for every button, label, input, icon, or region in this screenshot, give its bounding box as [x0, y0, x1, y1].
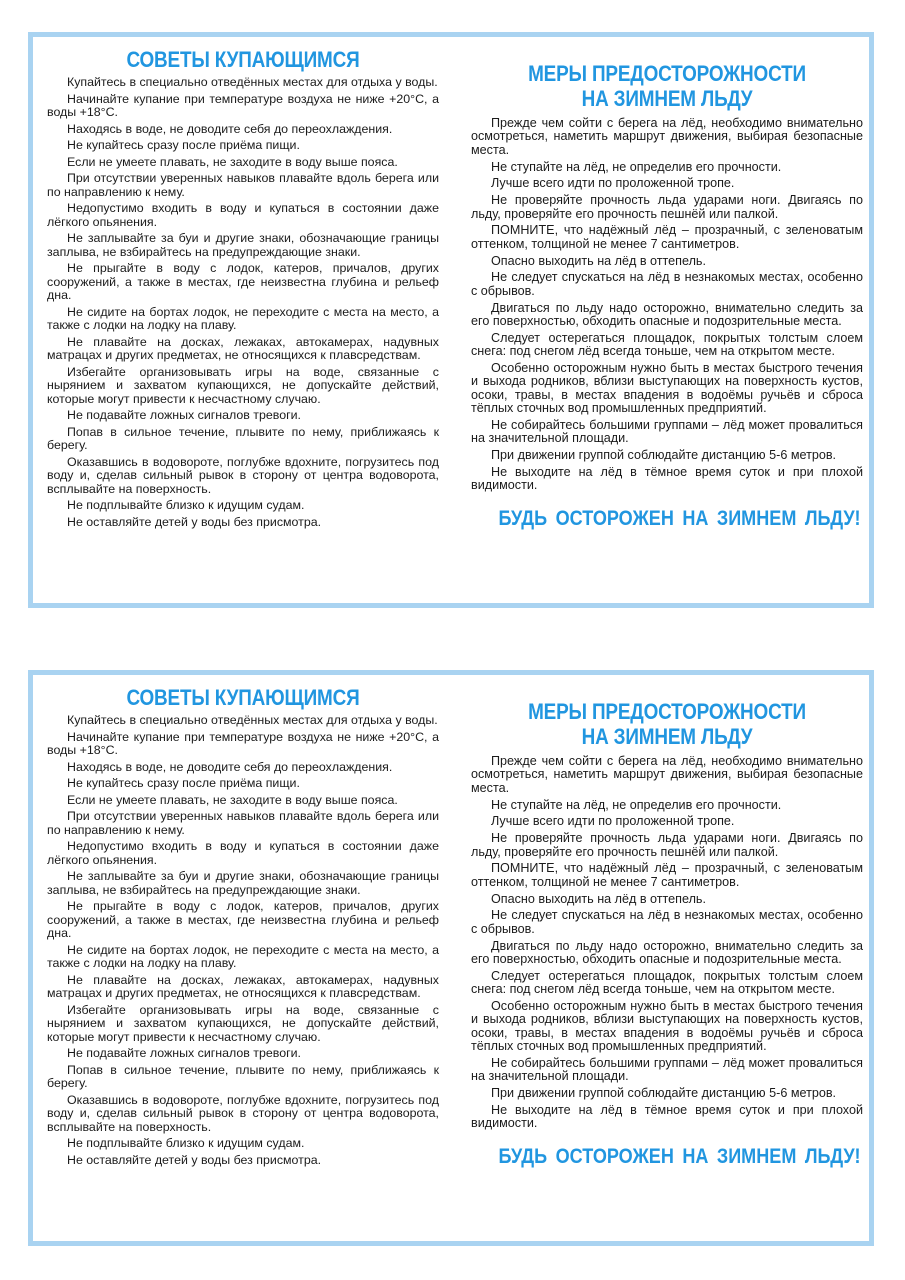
- ice-slogan: БУДЬ ОСТОРОЖЕН НА ЗИМНЕМ ЛЬДУ!: [498, 506, 861, 530]
- ice-section: [471, 699, 863, 1169]
- ice-slogan: БУДЬ ОСТОРОЖЕН НА ЗИМНЕМ ЛЬДУ!: [498, 1144, 861, 1168]
- list-item: Не ступайте на лёд, не определив его прочности.: [491, 159, 782, 174]
- list-item: Недопустимо входить в воду и купаться в состоянии даже лёгкого опьянения.: [47, 839, 439, 867]
- ice-list: [471, 755, 863, 1131]
- swimmers-title: СОВЕТЫ КУПАЮЩИМСЯ: [126, 685, 360, 710]
- ice-title: [498, 699, 835, 749]
- list-item: ПОМНИТЕ, что надёжный лёд – прозрачный, с зеленоватым оттенком, толщиной не менее 7 сантиметров.: [471, 861, 863, 889]
- swimmers-section: [47, 685, 439, 1170]
- ice-list: [471, 117, 863, 493]
- list-item: Если не умеете плавать, не заходите в воду выше пояса.: [67, 154, 398, 169]
- list-item: Не плавайте на досках, лежаках, автокамерах, надувных матрацах и других предметах, не относящихся к плавсредствам.: [47, 334, 439, 363]
- list-item: Не купайтесь сразу после приёма пищи.: [67, 138, 300, 153]
- ice-section: [471, 61, 863, 531]
- list-item: Оказавшись в водовороте, поглубже вдохните, погрузитесь под воду и, сделав сильный рывок в сторону от центра водоворота, всплывайте на поверхность.: [47, 454, 439, 496]
- list-item: Лучше всего идти по проложенной тропе.: [491, 814, 735, 829]
- list-item: Не следует спускаться на лёд в незнакомых местах, особенно с обрывов.: [471, 908, 863, 936]
- list-item: Не подавайте ложных сигналов тревоги.: [67, 408, 301, 423]
- list-item: Не прыгайте в воду с лодок, катеров, причалов, других сооружений, а также в местах, где неизвестна глубина и рельеф дна.: [47, 899, 439, 941]
- list-item: Попав в сильное течение, плывите по нему, приближаясь к берегу.: [47, 424, 439, 453]
- list-item: ПОМНИТЕ, что надёжный лёд – прозрачный, с зеленоватым оттенком, толщиной не менее 7 сантиметров.: [471, 223, 863, 251]
- list-item: Не сидите на бортах лодок, не переходите с места на место, а также с лодки на лодку на плаву.: [47, 304, 439, 333]
- list-item: Не собирайтесь большими группами – лёд может провалиться на значительной площади.: [471, 1056, 863, 1084]
- list-item: Двигаться по льду надо осторожно, внимательно следить за его поверхностью, обходить опасные и подозрительные места.: [471, 300, 863, 329]
- list-item: Не оставляйте детей у воды без присмотра.: [67, 1152, 322, 1167]
- list-item: Особенно осторожным нужно быть в местах быстрого течения и выхода родников, вблизи выступающих на поверхность кустов, осоки, травы, в местах впадения в водоёмы ручьёв и сброса тёплых сточных вод промышленных предприятий.: [471, 999, 863, 1054]
- ice-title: [498, 61, 835, 111]
- list-item: Опасно выходить на лёд в оттепель.: [491, 891, 706, 906]
- list-item: При отсутствии уверенных навыков плавайте вдоль берега или по направлению к нему.: [47, 809, 439, 837]
- list-item: Находясь в воде, не доводите себя до переохлаждения.: [67, 121, 393, 136]
- list-item: Не заплывайте за буи и другие знаки, обозначающие границы заплыва, не взбирайтесь на предупреждающие знаки.: [47, 869, 439, 897]
- swimmers-title: СОВЕТЫ КУПАЮЩИМСЯ: [126, 47, 360, 72]
- list-item: Не собирайтесь большими группами – лёд может провалиться на значительной площади.: [471, 418, 863, 446]
- ice-title-line1: МЕРЫ ПРЕДОСТОРОЖНОСТИ: [528, 699, 806, 724]
- list-item: Не прыгайте в воду с лодок, катеров, причалов, других сооружений, а также в местах, где неизвестна глубина и рельеф дна.: [47, 261, 439, 303]
- list-item: Не проверяйте прочность льда ударами ноги. Двигаясь по льду, проверяйте его прочность пешнёй или палкой.: [471, 193, 863, 221]
- list-item: Не выходите на лёд в тёмное время суток и при плохой видимости.: [471, 1103, 863, 1131]
- list-item: Двигаться по льду надо осторожно, внимательно следить за его поверхностью, обходить опасные и подозрительные места.: [471, 938, 863, 967]
- list-item: Купайтесь в специально отведённых местах для отдыха у воды.: [67, 713, 438, 727]
- list-item: Избегайте организовывать игры на воде, связанные с нырянием и захватом купающихся, не допускайте действий, которые могут привести к несчастному случаю.: [47, 364, 439, 406]
- list-item: Не подплывайте близко к идущим судам.: [67, 498, 305, 513]
- list-item: Купайтесь в специально отведённых местах для отдыха у воды.: [67, 75, 438, 89]
- list-item: Избегайте организовывать игры на воде, связанные с нырянием и захватом купающихся, не допускайте действий, которые могут привести к несчастному случаю.: [47, 1002, 439, 1044]
- list-item: Лучше всего идти по проложенной тропе.: [491, 176, 735, 191]
- list-item: Особенно осторожным нужно быть в местах быстрого течения и выхода родников, вблизи выступающих на поверхность кустов, осоки, травы, в местах впадения в водоёмы ручьёв и сброса тёплых сточных вод промышленных предприятий.: [471, 361, 863, 416]
- swimmers-list: [47, 714, 439, 1167]
- leaflet-bottom: [28, 670, 874, 1246]
- list-item: Находясь в воде, не доводите себя до переохлаждения.: [67, 759, 393, 774]
- ice-title-line2: НА ЗИМНЕМ ЛЬДУ: [581, 86, 753, 111]
- list-item: Недопустимо входить в воду и купаться в состоянии даже лёгкого опьянения.: [47, 201, 439, 229]
- list-item: Не заплывайте за буи и другие знаки, обозначающие границы заплыва, не взбирайтесь на предупреждающие знаки.: [47, 231, 439, 259]
- list-item: Следует остерегаться площадок, покрытых толстым слоем снега: под снегом лёд всегда тоньше, чем на открытом месте.: [471, 330, 863, 359]
- list-item: Не проверяйте прочность льда ударами ноги. Двигаясь по льду, проверяйте его прочность пешнёй или палкой.: [471, 831, 863, 859]
- list-item: Не оставляйте детей у воды без присмотра.: [67, 514, 322, 529]
- list-item: При отсутствии уверенных навыков плавайте вдоль берега или по направлению к нему.: [47, 171, 439, 199]
- list-item: Не сидите на бортах лодок, не переходите с места на место, а также с лодки на лодку на плаву.: [47, 942, 439, 971]
- list-item: Следует остерегаться площадок, покрытых толстым слоем снега: под снегом лёд всегда тоньше, чем на открытом месте.: [471, 968, 863, 997]
- list-item: Не выходите на лёд в тёмное время суток и при плохой видимости.: [471, 465, 863, 493]
- list-item: Попав в сильное течение, плывите по нему, приближаясь к берегу.: [47, 1062, 439, 1091]
- list-item: Не ступайте на лёд, не определив его прочности.: [491, 797, 782, 812]
- swimmers-list: [47, 76, 439, 529]
- ice-title-line2: НА ЗИМНЕМ ЛЬДУ: [581, 724, 753, 749]
- list-item: Не подавайте ложных сигналов тревоги.: [67, 1046, 301, 1061]
- list-item: Начинайте купание при температуре воздуха не ниже +20°С, а воды +18°С.: [47, 91, 439, 119]
- list-item: Если не умеете плавать, не заходите в воду выше пояса.: [67, 792, 398, 807]
- list-item: Начинайте купание при температуре воздуха не ниже +20°С, а воды +18°С.: [47, 729, 439, 757]
- swimmers-section: [47, 47, 439, 532]
- list-item: Прежде чем сойти с берега на лёд, необходимо внимательно осмотреться, наметить маршрут движения, выбирая безопасные места.: [471, 116, 863, 157]
- list-item: При движении группой соблюдайте дистанцию 5-6 метров.: [491, 1086, 837, 1101]
- list-item: Не плавайте на досках, лежаках, автокамерах, надувных матрацах и других предметах, не относящихся к плавсредствам.: [47, 972, 439, 1001]
- list-item: Прежде чем сойти с берега на лёд, необходимо внимательно осмотреться, наметить маршрут движения, выбирая безопасные места.: [471, 754, 863, 795]
- list-item: Не следует спускаться на лёд в незнакомых местах, особенно с обрывов.: [471, 270, 863, 298]
- list-item: Не подплывайте близко к идущим судам.: [67, 1136, 305, 1151]
- leaflet-top: [28, 32, 874, 608]
- list-item: Опасно выходить на лёд в оттепель.: [491, 253, 706, 268]
- list-item: Не купайтесь сразу после приёма пищи.: [67, 776, 300, 791]
- ice-title-line1: МЕРЫ ПРЕДОСТОРОЖНОСТИ: [528, 61, 806, 86]
- list-item: Оказавшись в водовороте, поглубже вдохните, погрузитесь под воду и, сделав сильный рывок в сторону от центра водоворота, всплывайте на поверхность.: [47, 1092, 439, 1134]
- list-item: При движении группой соблюдайте дистанцию 5-6 метров.: [491, 448, 837, 463]
